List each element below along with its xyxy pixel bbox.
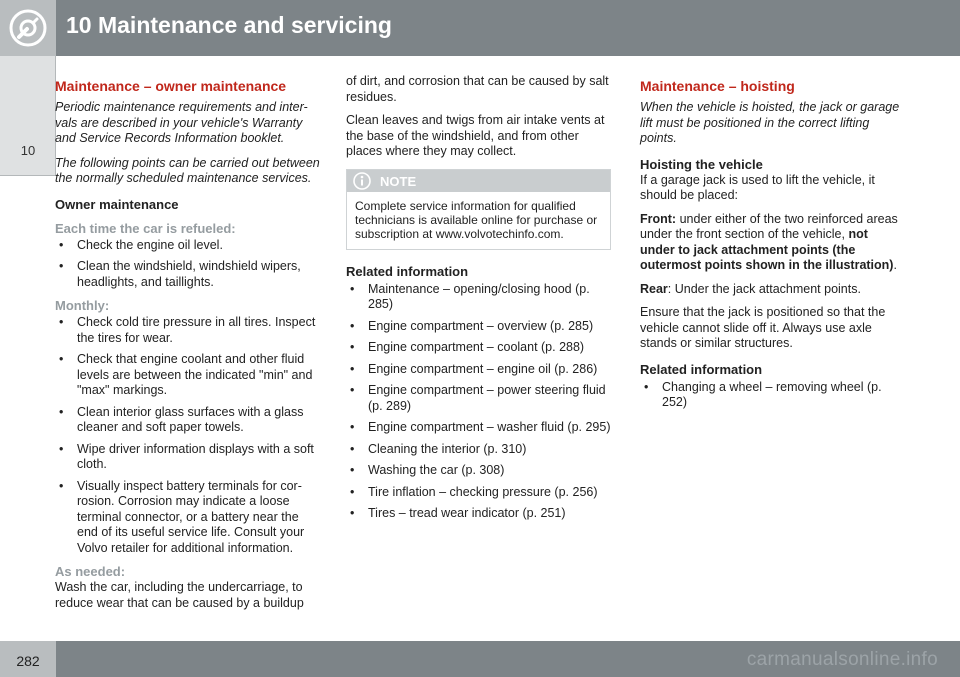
front-warning: not under to jack attachment points (the outermost points shown in the illustration) (640, 227, 894, 272)
note-body: Complete service information for qualified technicians is available online for purchase or subscription at www.volvotechinfo.com. (355, 198, 598, 241)
wrench-gear-icon (6, 6, 50, 50)
chapter-tab (0, 56, 56, 176)
subheading-owner-maintenance: Owner maintenance (55, 196, 179, 212)
related-link[interactable]: • Engine compartment – washer fluid (p. 295) (346, 420, 611, 436)
ensure-paragraph: Ensure that the jack is positioned so that the vehicle cannot slide off it. Always use axle stands or similar structures. (640, 305, 886, 350)
page-number-box (0, 641, 56, 677)
front-paragraph (640, 212, 905, 274)
section-title-hoisting: Maintenance – hoisting (640, 78, 795, 94)
note-title: NOTE (380, 173, 417, 189)
related-link[interactable]: • Tire inflation – checking pressure (p. 256) (346, 485, 611, 501)
rear-label: Rear (640, 281, 668, 296)
column-continued (346, 74, 611, 528)
watermark: carmanualsonline.info (746, 649, 938, 670)
hoisting-intro: When the vehicle is hoisted, the jack or garage lift must be positioned in the correct lifting points. (640, 100, 900, 145)
list-item: • Visually inspect battery terminals for cor-rosion. Corrosion may indicate a loose terminal connector, or a battery near the end of its useful service life. Consult your Volvo retailer for additional information. (55, 479, 320, 557)
page-footer (0, 641, 960, 677)
related-link[interactable]: • Engine compartment – power steering fluid (p. 289) (346, 383, 611, 414)
related-link[interactable]: • Engine compartment – overview (p. 285) (346, 319, 611, 335)
rear-text: : Under the jack attachment points. (667, 281, 861, 296)
front-text: under either of the two reinforced areas under the front section of the vehicle, (640, 211, 898, 241)
front-end: . (893, 258, 897, 272)
chapter-tab-label: 10 (20, 143, 36, 158)
continued-paragraph: of dirt, and corrosion that can be caused by salt residues. (346, 74, 609, 104)
subheading-as-needed: As needed: (55, 564, 126, 579)
related-information-heading: Related information (346, 263, 469, 279)
related-link[interactable]: • Washing the car (p. 308) (346, 463, 611, 479)
page-header (0, 0, 960, 56)
rear-paragraph (640, 282, 905, 298)
section-title-owner-maintenance: Maintenance – owner maintenance (55, 78, 287, 94)
as-needed-paragraph: Wash the car, including the undercarriage, to reduce wear that can be caused by a buildup (55, 580, 304, 610)
related-link[interactable]: • Changing a wheel – removing wheel (p. 252) (640, 380, 905, 411)
related-link[interactable]: • Engine compartment – coolant (p. 288) (346, 340, 611, 356)
related-link[interactable]: • Maintenance – opening/closing hood (p. 285) (346, 282, 611, 313)
intro-paragraph: Periodic maintenance requirements and inter-vals are described in your vehicle's Warranty and Service Records Information booklet. (55, 100, 308, 145)
subheading-hoisting: Hoisting the vehicle (640, 156, 763, 172)
related-link[interactable]: • Engine compartment – engine oil (p. 286) (346, 362, 611, 378)
column-hoisting (640, 74, 905, 417)
related-list (640, 380, 905, 411)
column-owner-maintenance (55, 74, 320, 619)
related-link[interactable]: • Cleaning the interior (p. 310) (346, 442, 611, 458)
info-icon (353, 172, 371, 190)
chapter-title: 10 Maintenance and servicing (66, 12, 392, 38)
front-label: Front: (640, 211, 677, 226)
intro-paragraph: The following points can be carried out between the normally scheduled maintenance services. (55, 155, 320, 185)
hoisting-paragraph: If a garage jack is used to lift the vehicle, it should be placed: (640, 172, 875, 202)
related-information-heading: Related information (640, 361, 763, 377)
list-item: • Clean the windshield, windshield wipers, headlights, and taillights. (55, 259, 320, 290)
refuel-list (55, 238, 320, 291)
list-item: • Check that engine coolant and other fluid levels are between the indicated "min" and "max" markings. (55, 352, 320, 399)
monthly-list (55, 315, 320, 556)
list-item: • Check cold tire pressure in all tires. Inspect the tires for wear. (55, 315, 320, 346)
page-number: 282 (16, 653, 40, 669)
list-item: • Wipe driver information displays with a soft cloth. (55, 442, 320, 473)
note-box (346, 169, 611, 250)
leaves-paragraph: Clean leaves and twigs from air intake vents at the base of the windshield, and from other places where they may collect. (346, 113, 605, 158)
subheading-monthly: Monthly: (55, 298, 110, 313)
chapter-icon-box (0, 0, 56, 56)
subheading-refuel: Each time the car is refueled: (55, 220, 236, 236)
note-header (347, 170, 610, 192)
list-item: • Check the engine oil level. (55, 238, 320, 254)
list-item: • Clean interior glass surfaces with a glass cleaner and soft paper towels. (55, 405, 320, 436)
related-link[interactable]: • Tires – tread wear indicator (p. 251) (346, 506, 611, 522)
related-list (346, 282, 611, 522)
